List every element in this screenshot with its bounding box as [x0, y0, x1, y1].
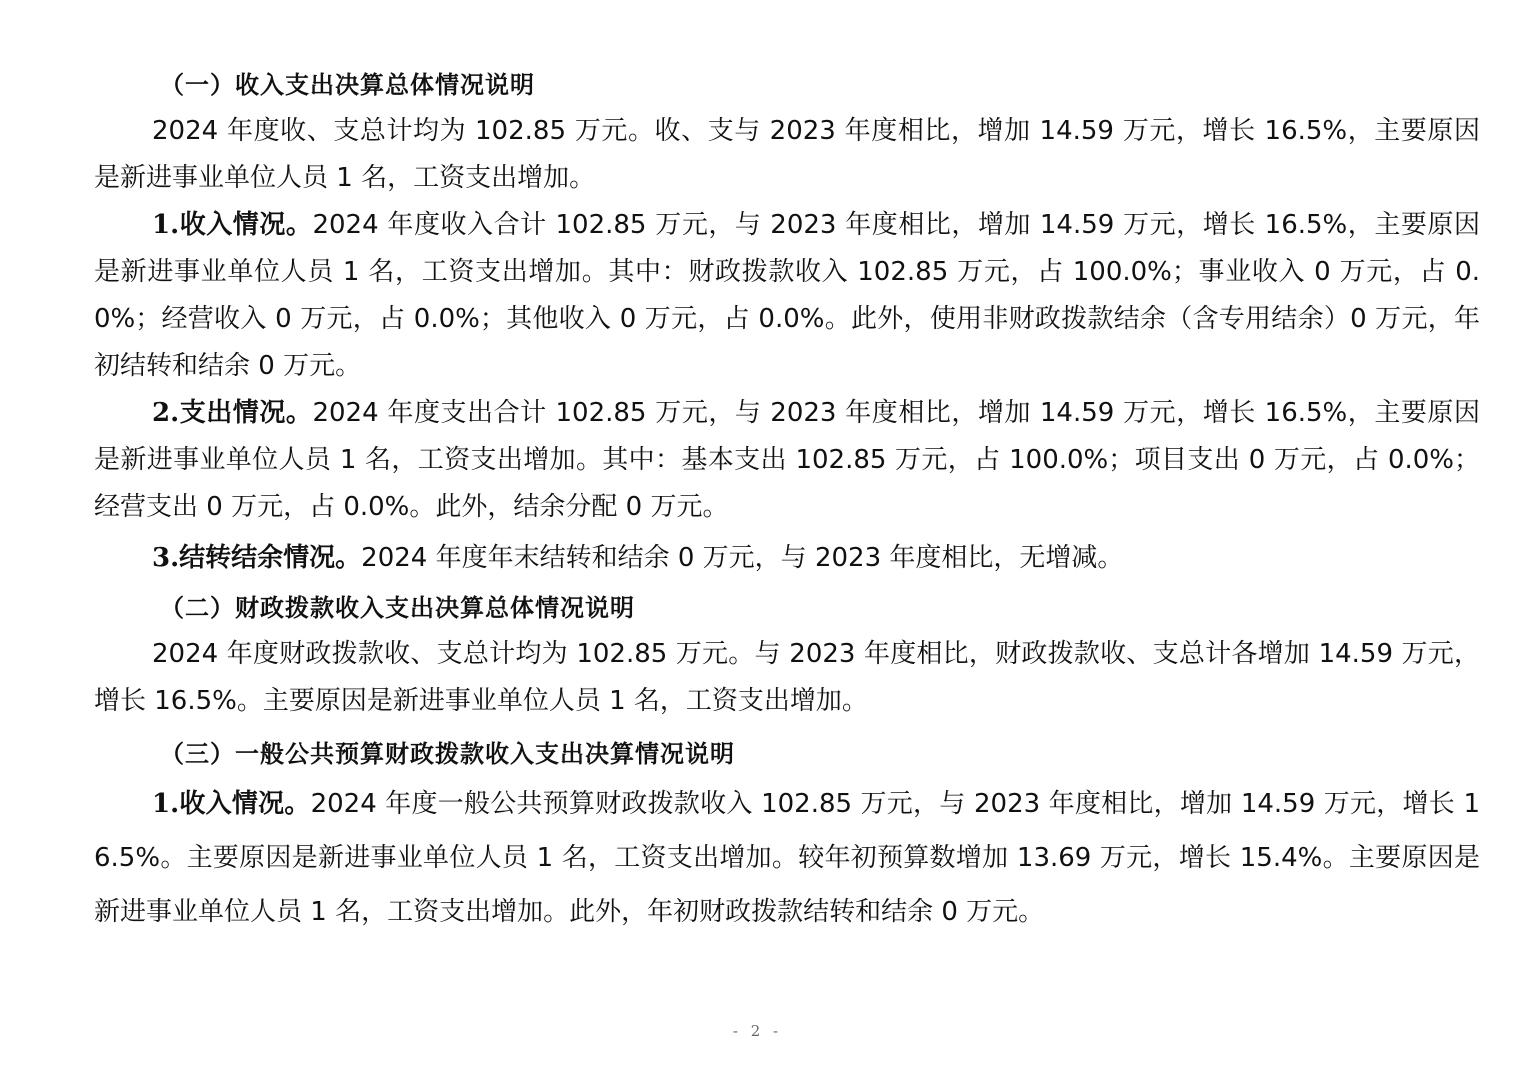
lead-number: 3. — [152, 543, 180, 573]
paragraph-general-income — [94, 777, 1480, 939]
paragraph-text: 2024 年度财政拨款收、支总计均为 102.85 万元。与 2023 年度相比，财政拨款收、支总计各增加 14.59 万元，增长 16.5%。主要原因是新进事业单位人员 1 名，工资支出增加。 — [94, 639, 1480, 716]
paragraph-fiscal-summary — [94, 631, 1480, 725]
section-fiscal-appropriation — [94, 585, 1480, 725]
section-general-budget — [94, 731, 1480, 939]
paragraph-lead — [152, 543, 361, 573]
section-heading: （二）财政拨款收入支出决算总体情况说明 — [160, 593, 635, 622]
lead-title: 支出情况。 — [179, 398, 313, 428]
document-body — [94, 62, 1480, 939]
lead-number: 2. — [152, 398, 180, 428]
lead-title: 收入情况。 — [179, 210, 313, 240]
paragraph-text: 2024 年度支出合计 102.85 万元，与 2023 年度相比，增加 14.59 万元，增长 16.5%，主要原因是新进事业单位人员 1 名，工资支出增加。其中：基本支出 102.85 万元，占 100.0%；项目支出 0 万元，占 0.0%；经营支出 0 万元，占 0.0%。此外，结余分配 0 万元。 — [94, 398, 1480, 522]
paragraph-expenditure — [94, 390, 1480, 531]
paragraph-lead — [152, 398, 312, 428]
section-heading: （一）收入支出决算总体情况说明 — [160, 70, 535, 99]
lead-title: 收入情况。 — [179, 789, 311, 819]
paragraph-overall-summary — [94, 108, 1480, 202]
paragraph-text: 2024 年度一般公共预算财政拨款收入 102.85 万元，与 2023 年度相比，增加 14.59 万元，增长 16.5%。主要原因是新进事业单位人员 1 名，工资支出增加。较年初预算数增加 13.69 万元，增长 15.4%。主要原因是新进事业单位人员 1 名，工资支出增加。此外，年初财政拨款结转和结余 0 万元。 — [94, 789, 1480, 927]
lead-title: 结转结余情况。 — [179, 543, 362, 573]
paragraph-carryover — [94, 531, 1480, 585]
paragraph-text: 2024 年度收入合计 102.85 万元，与 2023 年度相比，增加 14.59 万元，增长 16.5%，主要原因是新进事业单位人员 1 名，工资支出增加。其中：财政拨款收入 102.85 万元，占 100.0%；事业收入 0 万元，占 0.0%；经营收入 0 万元，占 0.0%；其他收入 0 万元，占 0.0%。此外，使用非财政拨款结余（含专用结余）0 万元，年初结转和结余 0 万元。 — [94, 210, 1480, 381]
paragraph-income — [94, 202, 1480, 390]
lead-number: 1. — [152, 789, 180, 819]
section-heading: （三）一般公共预算财政拨款收入支出决算情况说明 — [160, 739, 735, 768]
paragraph-text: 2024 年度收、支总计均为 102.85 万元。收、支与 2023 年度相比，增加 14.59 万元，增长 16.5%，主要原因是新进事业单位人员 1 名，工资支出增加。 — [94, 116, 1480, 193]
paragraph-text: 2024 年度年末结转和结余 0 万元，与 2023 年度相比，无增减。 — [361, 543, 1124, 573]
lead-number: 1. — [152, 210, 180, 240]
page-number: - 2 - — [732, 1022, 783, 1040]
section-overall — [94, 62, 1480, 585]
paragraph-lead — [152, 210, 312, 240]
paragraph-lead — [152, 789, 311, 819]
